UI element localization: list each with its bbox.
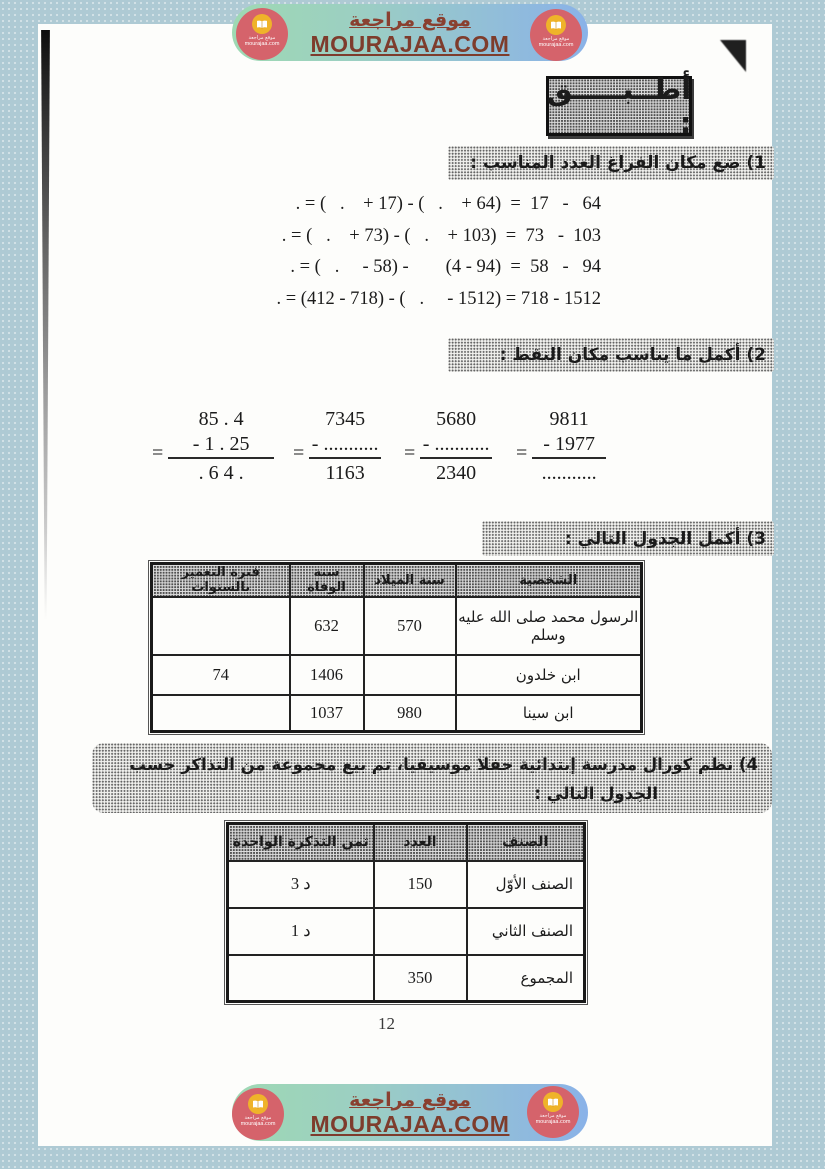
- column-header: العدد: [374, 824, 467, 861]
- site-logo-badge: [232, 1088, 284, 1140]
- personality-cell: ابن سينا: [456, 695, 642, 732]
- equals-sign: =: [293, 442, 305, 464]
- section-title-box: [546, 72, 692, 140]
- table-row: [228, 955, 585, 1002]
- death-year-cell: 1037: [290, 695, 364, 732]
- book-icon: [546, 15, 566, 35]
- birth-year-cell: 570: [364, 597, 456, 655]
- subtraction-problem: [152, 406, 274, 486]
- column-header: الصنف: [467, 824, 585, 861]
- tickets-table: [226, 822, 586, 1003]
- table-row: [228, 908, 585, 955]
- column-header: سنة الوفاة: [290, 564, 364, 597]
- subtrahend: - 1 . 25: [168, 432, 274, 459]
- column-header: ثمن التذكرة الواحدة: [228, 824, 374, 861]
- table-row: [228, 861, 585, 908]
- scan-artifact-corner: [720, 40, 746, 72]
- personality-cell: ابن خلدون: [456, 655, 642, 695]
- exercise1-heading: 1) ضع مكان الفراغ العدد المناسب :: [448, 146, 774, 180]
- book-icon: [543, 1092, 563, 1112]
- badge-text-domain: mourajaa.com: [538, 42, 574, 48]
- equation-line: . = ( . + 17) - ( . + 64) = 17 - 64: [295, 194, 601, 214]
- personality-cell: الرسول محمد صلى الله عليه وسلم: [456, 597, 642, 655]
- badge-text-domain: mourajaa.com: [535, 1119, 571, 1125]
- subtrahend: - 1977: [532, 432, 606, 459]
- birth-year-cell: [364, 655, 456, 695]
- count-cell: 350: [374, 955, 467, 1002]
- column-header: الشخصية: [456, 564, 642, 597]
- book-icon: [248, 1094, 268, 1114]
- class-cell: المجموع: [467, 955, 585, 1002]
- difference: ...........: [541, 462, 597, 484]
- birth-year-cell: 980: [364, 695, 456, 732]
- exercise4-heading-line1: 4) نظم كورال مدرسة إبتدائية حفلا موسيقيا، تم بيع مجموعة من التذاكر حسب: [129, 755, 758, 774]
- exercise4-heading: [92, 743, 772, 813]
- site-domain: MOURAJAA.COM: [310, 1110, 510, 1137]
- section-title: أطــبـــــق :: [546, 72, 692, 140]
- lifespan-cell: 74: [152, 655, 290, 695]
- exercise1-equations: [205, 189, 601, 315]
- difference: 2340: [436, 462, 477, 484]
- minuend: 85 . 4: [198, 408, 244, 430]
- column-header: سنة الميلاد: [364, 564, 456, 597]
- price-cell: 1 د: [228, 908, 374, 955]
- exercise2-heading: 2) أكمل ما يناسب مكان النقط :: [448, 338, 774, 372]
- equals-sign: =: [152, 442, 164, 464]
- minuend: 9811: [549, 408, 589, 430]
- badge-text-arabic: موقع مراجعة: [539, 1113, 567, 1119]
- subtrahend: - ...........: [309, 432, 381, 459]
- equals-sign: =: [404, 442, 416, 464]
- column-header: فترة التعمير بالسنوات: [152, 564, 290, 597]
- difference: . 6 4 .: [198, 462, 244, 484]
- exercise4-heading-line2: الجدول التالي :: [534, 784, 658, 803]
- subtrahend: - ...........: [420, 432, 492, 459]
- class-cell: الصنف الثاني: [467, 908, 585, 955]
- price-cell: 3 د: [228, 861, 374, 908]
- difference: 1163: [325, 462, 365, 484]
- badge-text-arabic: موقع مراجعة: [542, 36, 570, 42]
- site-domain: MOURAJAA.COM: [310, 30, 510, 57]
- badge-text-domain: mourajaa.com: [244, 41, 280, 47]
- death-year-cell: 632: [290, 597, 364, 655]
- minuend: 5680: [436, 408, 477, 430]
- equals-sign: =: [516, 442, 528, 464]
- equation-line: . = (412 - 718) - ( . - 1512) = 718 - 1512: [276, 288, 601, 309]
- table-row: [152, 695, 642, 732]
- equation-line: . = ( . + 73) - ( . + 103) = 73 - 103: [281, 225, 601, 246]
- subtraction-problem: [404, 406, 492, 486]
- table-row: [152, 597, 642, 655]
- death-year-cell: 1406: [290, 655, 364, 695]
- table-header-row: [228, 824, 585, 861]
- table-header-row: [152, 564, 642, 597]
- price-cell: [228, 955, 374, 1002]
- badge-text-domain: mourajaa.com: [240, 1121, 276, 1127]
- count-cell: [374, 908, 467, 955]
- equation-line: . = ( . - 58) - (4 - 94) = 58 - 94: [290, 257, 601, 277]
- exercise2-subtractions: [150, 406, 620, 498]
- lifespan-cell: [152, 597, 290, 655]
- badge-text-arabic: موقع مراجعة: [244, 1115, 272, 1121]
- minuend: 7345: [325, 408, 366, 430]
- personalities-table: [150, 562, 643, 733]
- table-row: [152, 655, 642, 695]
- subtraction-problem: [293, 406, 381, 486]
- subtraction-problem: [516, 406, 606, 486]
- book-icon: [252, 14, 272, 34]
- lifespan-cell: [152, 695, 290, 732]
- site-logo-badge: [236, 8, 288, 60]
- page-number: 12: [378, 1014, 395, 1033]
- site-logo-badge: [527, 1086, 579, 1138]
- exercise3-heading: 3) أكمل الجدول التالي :: [482, 521, 774, 556]
- badge-text-arabic: موقع مراجعة: [248, 35, 276, 41]
- class-cell: الصنف الأوّل: [467, 861, 585, 908]
- site-name-arabic: موقع مراجعة: [349, 1088, 471, 1111]
- site-logo-badge: [530, 9, 582, 61]
- count-cell: 150: [374, 861, 467, 908]
- site-name-arabic: موقع مراجعة: [349, 8, 471, 31]
